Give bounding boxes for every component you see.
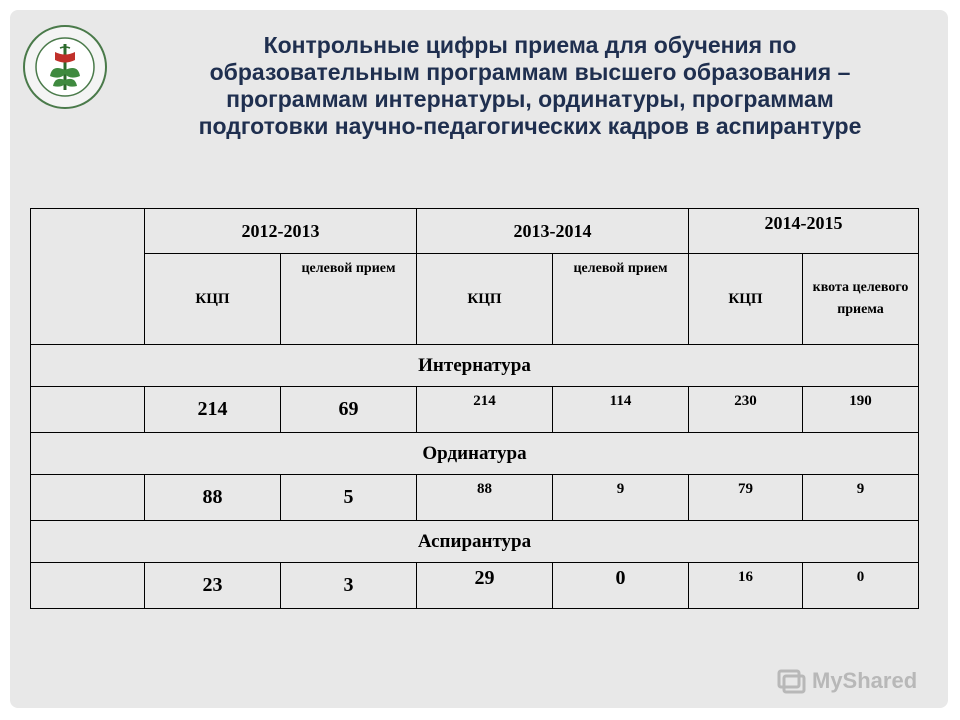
- subheader-cell: КЦП: [689, 254, 803, 345]
- subheader-cell: КЦП: [145, 254, 281, 345]
- title-line: образовательным программам высшего образования –: [209, 59, 851, 85]
- title-line: программам интернатуры, ординатуры, программам: [226, 86, 834, 112]
- table-row: [31, 387, 919, 433]
- year-header: 2013-2014: [417, 209, 689, 254]
- value-cell: 23: [145, 563, 281, 609]
- value-cell: 9: [803, 475, 919, 521]
- value-cell: 230: [689, 387, 803, 433]
- subheader-row: [31, 254, 919, 345]
- title-line: подготовки научно-педагогических кадров в аспирантуре: [198, 113, 862, 139]
- value-cell: 79: [689, 475, 803, 521]
- value-cell: 214: [417, 387, 553, 433]
- subheader-cell: целевой прием: [281, 254, 417, 345]
- year-header-row: [31, 209, 919, 254]
- section-title-internship: Интернатура: [31, 345, 919, 387]
- section-row: [31, 433, 919, 475]
- value-cell: 3: [281, 563, 417, 609]
- slide: [10, 10, 948, 708]
- row-label-cell: [31, 475, 145, 521]
- corner-cell: [31, 209, 145, 345]
- value-cell: 29: [417, 563, 553, 609]
- value-cell: 69: [281, 387, 417, 433]
- subheader-cell: квота целевого приема: [803, 254, 919, 345]
- title-line: Контрольные цифры приема для обучения по: [263, 32, 797, 58]
- value-cell: 5: [281, 475, 417, 521]
- value-cell: 88: [145, 475, 281, 521]
- value-cell: 16: [689, 563, 803, 609]
- year-header: 2014-2015: [689, 209, 919, 254]
- admission-table: [30, 208, 919, 609]
- page-title: [120, 32, 940, 140]
- section-title-postgraduate: Аспирантура: [31, 521, 919, 563]
- value-cell: 0: [553, 563, 689, 609]
- value-cell: 88: [417, 475, 553, 521]
- row-label-cell: [31, 387, 145, 433]
- subheader-cell: КЦП: [417, 254, 553, 345]
- year-header: 2012-2013: [145, 209, 417, 254]
- section-title-residency: Ординатура: [31, 433, 919, 475]
- myshared-logo-icon: [776, 666, 806, 696]
- table-row: [31, 563, 919, 609]
- section-row: [31, 521, 919, 563]
- section-row: [31, 345, 919, 387]
- university-seal-icon: [22, 24, 108, 110]
- value-cell: 214: [145, 387, 281, 433]
- subheader-cell: целевой прием: [553, 254, 689, 345]
- value-cell: 0: [803, 563, 919, 609]
- value-cell: 9: [553, 475, 689, 521]
- watermark-text: MyShared: [812, 668, 918, 693]
- value-cell: 190: [803, 387, 919, 433]
- value-cell: 114: [553, 387, 689, 433]
- watermark: [776, 666, 917, 696]
- row-label-cell: [31, 563, 145, 609]
- table-row: [31, 475, 919, 521]
